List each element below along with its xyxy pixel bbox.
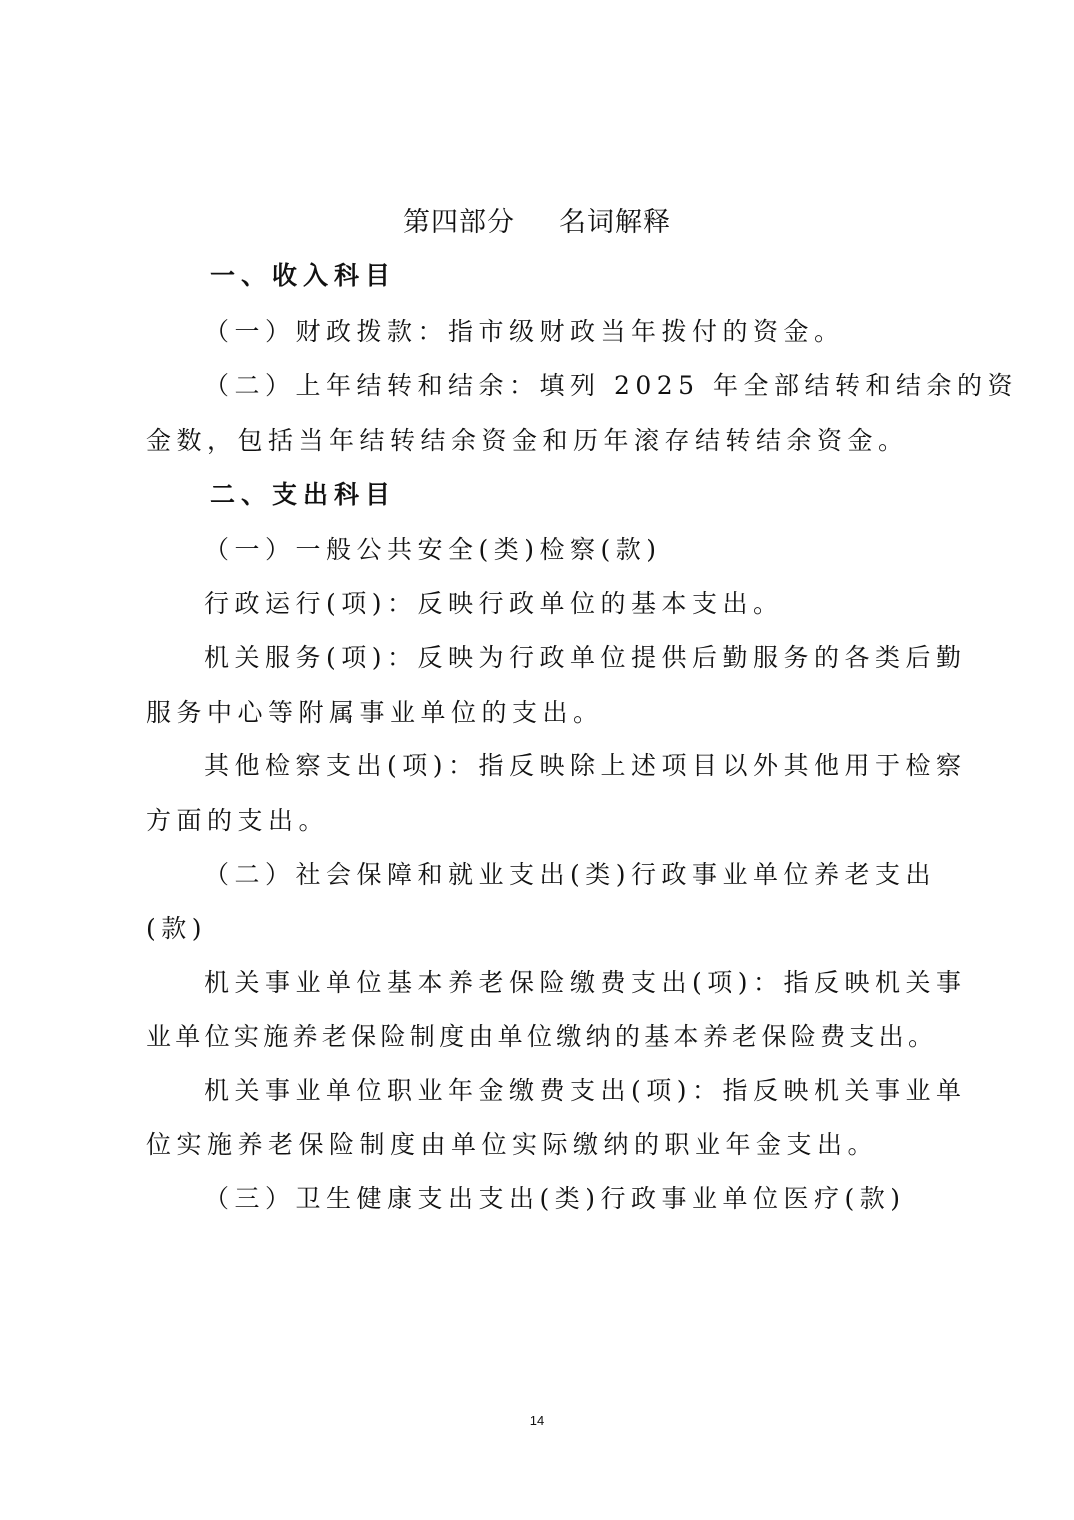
paragraph-line: （三）卫生健康支出支出(类)行政事业单位医疗(款) — [204, 1184, 906, 1213]
paragraph-line: 机关服务(项)：反映为行政单位提供后勤服务的各类后勤 — [204, 643, 967, 672]
paragraph-line: 机关事业单位职业年金缴费支出(项)：指反映机关事业单 — [204, 1076, 967, 1105]
title-part-1: 第四部分 — [403, 207, 515, 238]
paragraph-line: 业单位实施养老保险制度由单位缴纳的基本养老保险费支出。 — [146, 1022, 936, 1051]
page-number: 14 — [529, 1413, 545, 1428]
paragraph-line: 位实施养老保险制度由单位实际缴纳的职业年金支出。 — [146, 1130, 879, 1159]
paragraph-line: 方面的支出。 — [146, 806, 330, 835]
paragraph-line: 其他检察支出(项)：指反映除上述项目以外其他用于检察 — [204, 751, 967, 780]
paragraph-line: 金数，包括当年结转结余资金和历年滚存结转结余资金。 — [146, 426, 909, 455]
paragraph-line: 服务中心等附属事业单位的支出。 — [146, 698, 604, 727]
page-title — [0, 201, 1074, 245]
paragraph-line: （一）一般公共安全(类)检察(款) — [204, 535, 662, 564]
section-heading-expense: 二、支出科目 — [210, 480, 397, 509]
paragraph-line: 机关事业单位基本养老保险缴费支出(项)：指反映机关事 — [204, 968, 967, 997]
title-part-2: 名词解释 — [559, 207, 671, 238]
paragraph-line: 行政运行(项)：反映行政单位的基本支出。 — [204, 589, 784, 618]
paragraph-line: （二）社会保障和就业支出(类)行政事业单位养老支出 — [204, 860, 937, 889]
paragraph-line: (款) — [146, 914, 208, 943]
paragraph-line: （二）上年结转和结余：填列 2025 年全部结转和结余的资 — [204, 371, 1019, 400]
section-heading-income: 一、收入科目 — [210, 261, 397, 290]
paragraph-line: （一）财政拨款：指市级财政当年拨付的资金。 — [204, 317, 845, 346]
